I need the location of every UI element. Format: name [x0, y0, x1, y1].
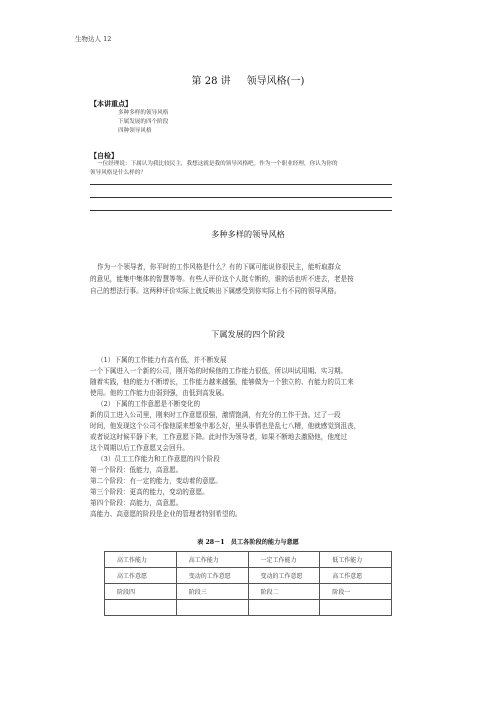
body-line: 作为一个领导者，你平时的工作风格是什么？有的下属可能说你很民主，能听取群众 — [97, 263, 341, 271]
body-line: 新的员工进入公司里，刚来时工作意愿很强，激情饱满，有充分的工作干劲。过了一段 — [90, 411, 341, 419]
body-line: 自己的想法行事。这两种评价实际上就反映出下属感受到你实际上有不同的领导风格。 — [90, 287, 341, 295]
key-point-item: 多种多样的领导风格 — [118, 110, 169, 116]
answer-line — [90, 197, 392, 198]
body-line: 第一个阶段：低能力，高意愿。 — [90, 466, 183, 474]
table-cell: 阶段二 — [248, 584, 320, 600]
table-cell: 高工作能力 — [176, 552, 248, 568]
body-line: （1）下属的工作能力有高有低，并不断发展 — [97, 356, 227, 364]
table-row — [105, 552, 392, 568]
body-line: 第四个阶段：高能力，高意愿。 — [90, 499, 183, 507]
stages-table — [104, 551, 392, 616]
answer-line — [90, 184, 392, 185]
body-line: 随着实践，他的能力不断增长，工作能力越来越强，能够做为一个独立的、有能力的员工来 — [90, 378, 354, 386]
section-title: 下属发展的四个阶段 — [211, 329, 285, 339]
answer-line — [90, 210, 392, 211]
body-line: 或者说这时候平静下来，工作意愿下降。此时作为领导者，如果不断地去激励他，他度过 — [90, 433, 348, 441]
lecture-title — [0, 72, 496, 87]
body-line: 的意见，能集中集体的智慧等等。有些人评价这个人挺专断的，谁的话也听不进去，老是按 — [90, 275, 354, 283]
body-line: 时间，他发现这个公司不像他原来想象中那么好，里头事情也是乱七八糟，他就感觉到沮丧， — [90, 422, 361, 430]
table-cell: 阶段四 — [105, 584, 177, 600]
lecture-number: 第 28 讲 — [191, 76, 231, 87]
table-cell — [176, 600, 248, 616]
table-cell: 阶段一 — [320, 584, 392, 600]
table-row — [105, 584, 392, 600]
table-cell — [320, 600, 392, 616]
key-point-item: 下属发展的四个阶段 — [118, 119, 169, 125]
body-line: 高能力、高意愿的阶段是企业的管理者特别希望的。 — [90, 510, 242, 518]
key-points-heading: 【本讲重点】 — [90, 99, 132, 108]
body-line: 使用。他的工作能力由弱到强，由低到高发展。 — [90, 389, 229, 397]
table-cell: 阶段三 — [176, 584, 248, 600]
key-point-item: 四种领导风格 — [118, 128, 152, 134]
page-header: 生物达人 12 — [75, 35, 112, 43]
table-cell: 高工作意愿 — [105, 568, 177, 584]
body-line: 第三个阶段：更高的能力，变动的意愿。 — [90, 488, 209, 496]
table-cell: 变动的工作意愿 — [176, 568, 248, 584]
table-caption: 表 28－1 员工各阶段的能力与意愿 — [197, 539, 299, 546]
self-check-heading: 【自检】 — [90, 151, 118, 160]
self-check-question: 一位经理说：下属认为我比较民主，我想这就是我的领导风格吧。作为一个职业经理，你认为你的 — [97, 161, 338, 167]
body-line: （2）下属的工作意愿是不断变化的 — [97, 400, 201, 408]
table-row — [105, 600, 392, 616]
table-cell — [105, 600, 177, 616]
lecture-topic: 领导风格(一) — [246, 76, 305, 87]
table-cell — [248, 600, 320, 616]
table-cell: 高工作意愿 — [320, 568, 392, 584]
table-row — [105, 568, 392, 584]
self-check-question: 领导风格是什么样的？ — [90, 170, 146, 176]
table-cell: 变动的工作意愿 — [248, 568, 320, 584]
body-line: 一个下属进入一个新的公司，刚开始的时候他的工作能力很低，所以叫试用期、实习期。 — [90, 367, 348, 375]
body-line: 这个周期以后工作意愿又会回升。 — [90, 444, 189, 452]
body-line: （3）员工工作能力和工作意愿的四个阶段 — [97, 455, 220, 463]
body-line: 第二个阶段：有一定的能力，变动着的意愿。 — [90, 477, 222, 485]
table-cell: 高工作能力 — [105, 552, 177, 568]
section-title: 多种多样的领导风格 — [211, 229, 285, 239]
table-cell: 一定工作能力 — [248, 552, 320, 568]
table-cell: 低工作能力 — [320, 552, 392, 568]
